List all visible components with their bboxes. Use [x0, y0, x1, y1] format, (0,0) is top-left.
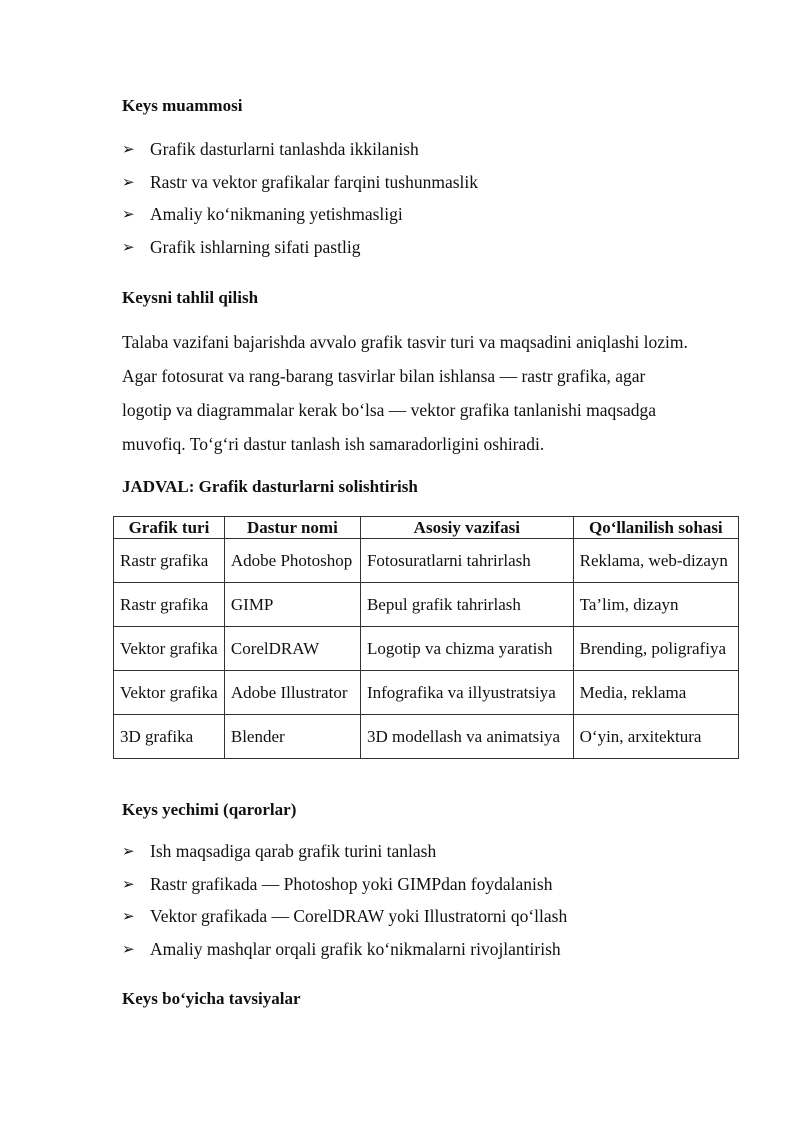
table-cell: Rastr grafika: [114, 583, 225, 627]
list-item-text: Amaliy koʻnikmaning yetishmasligi: [150, 204, 403, 224]
column-header: Asosiy vazifasi: [360, 517, 573, 539]
problem-heading: Keys muammosi: [122, 96, 243, 115]
arrow-bullet-icon: ➢: [122, 907, 135, 925]
table-row: [114, 715, 739, 759]
list-item: [122, 905, 567, 938]
list-item-text: Rastr grafikada — Photoshop yoki GIMPdan foydalanish: [150, 873, 553, 894]
list-item: [122, 938, 567, 971]
table-heading: JADVAL: Grafik dasturlarni solishtirish: [122, 477, 418, 496]
table-cell: Bepul grafik tahrirlash: [360, 583, 573, 627]
list-item-text: Vektor grafikada — CorelDRAW yoki Illustratorni qoʻllash: [150, 906, 568, 926]
table-cell: Ta’lim, dizayn: [573, 583, 738, 627]
arrow-bullet-icon: ➢: [122, 874, 135, 893]
arrow-bullet-icon: ➢: [122, 205, 135, 223]
list-item: [122, 873, 567, 906]
analysis-paragraph: [122, 325, 742, 461]
table-cell: 3D grafika: [114, 715, 225, 759]
list-item-text: Amaliy mashqlar orqali grafik koʻnikmalarni rivojlantirish: [150, 938, 561, 959]
recommendations-heading: Keys boʻyicha tavsiyalar: [122, 989, 301, 1008]
table-cell: Adobe Illustrator: [224, 671, 360, 715]
column-header: Grafik turi: [114, 517, 225, 539]
arrow-bullet-icon: ➢: [122, 140, 135, 158]
table-cell: Logotip va chizma yaratish: [360, 627, 573, 671]
table-header-row: [114, 517, 739, 539]
paragraph-line: muvofiq. Toʻgʻri dastur tanlash ish samaradorligini oshiradi.: [122, 434, 545, 454]
arrow-bullet-icon: ➢: [122, 842, 135, 860]
list-item: [122, 840, 567, 873]
table-cell: CorelDRAW: [224, 627, 360, 671]
table-cell: Infografika va illyustratsiya: [360, 671, 573, 715]
table-row: [114, 671, 739, 715]
paragraph-line: Agar fotosurat va rang-barang tasvirlar bilan ishlansa — rastr grafika, agar: [122, 366, 646, 386]
column-header: Qoʻllanilish sohasi: [573, 517, 738, 539]
arrow-bullet-icon: ➢: [122, 939, 135, 958]
column-header: Dastur nomi: [224, 517, 360, 539]
list-item-text: Ish maqsadiga qarab grafik turini tanlash: [150, 841, 437, 861]
list-item: [122, 138, 478, 171]
table-row: [114, 627, 739, 671]
table-cell: Vektor grafika: [114, 627, 225, 671]
solution-list: [122, 840, 567, 970]
table-cell: Blender: [224, 715, 360, 759]
problem-list: [122, 138, 478, 268]
table-cell: Rastr grafika: [114, 539, 225, 583]
table-row: [114, 583, 739, 627]
table-cell: Oʻyin, arxitektura: [573, 715, 738, 759]
table-cell: GIMP: [224, 583, 360, 627]
paragraph-line: logotip va diagrammalar kerak boʻlsa — vektor grafika tanlanishi maqsadga: [122, 400, 657, 420]
list-item: [122, 203, 478, 236]
table-cell: Media, reklama: [573, 671, 738, 715]
analysis-heading: Keysni tahlil qilish: [122, 288, 259, 307]
list-item-text: Grafik ishlarning sifati pastlig: [150, 236, 361, 257]
table-cell: Fotosuratlarni tahrirlash: [360, 539, 573, 583]
list-item: [122, 171, 478, 204]
table-row: [114, 539, 739, 583]
comparison-table: [113, 516, 739, 759]
list-item-text: Rastr va vektor grafikalar farqini tushunmaslik: [150, 171, 479, 192]
list-item: [122, 236, 478, 269]
table-cell: Vektor grafika: [114, 671, 225, 715]
table-cell: 3D modellash va animatsiya: [360, 715, 573, 759]
solution-heading: Keys yechimi (qarorlar): [122, 800, 297, 819]
list-item-text: Grafik dasturlarni tanlashda ikkilanish: [150, 139, 419, 159]
table-cell: Brending, poligrafiya: [573, 627, 738, 671]
arrow-bullet-icon: ➢: [122, 237, 135, 256]
table-cell: Adobe Photoshop: [224, 539, 360, 583]
table-cell: Reklama, web-dizayn: [573, 539, 738, 583]
paragraph-line: Talaba vazifani bajarishda avvalo grafik tasvir turi va maqsadini aniqlashi lozim.: [122, 332, 688, 352]
arrow-bullet-icon: ➢: [122, 172, 135, 191]
